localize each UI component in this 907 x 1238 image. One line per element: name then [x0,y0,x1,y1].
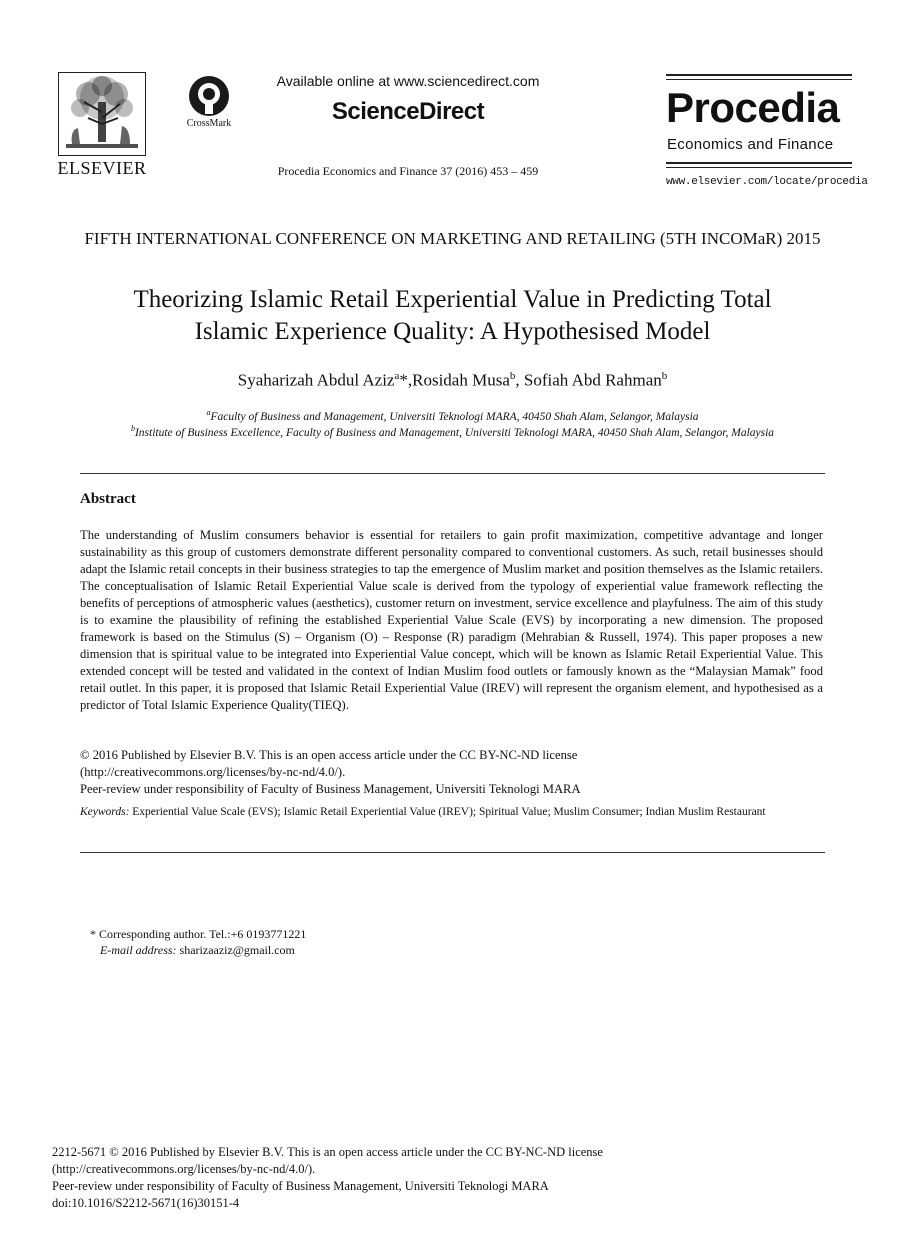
procedia-top-rule-thin [666,79,852,80]
author-name: Rosidah Musa [412,370,510,390]
affiliation-text: Institute of Business Excellence, Faculty of Business and Management, Universiti Teknologi MARA, 40450 Shah Alam, Selangor, Malaysia [134,426,775,439]
author-list: Syaharizah Abdul Aziz$^a$*,Rosidah Musa$^b$, Sofiah Abd Rahman$^b$ [237,370,668,390]
peer-review-line: Peer-review under responsibility of Faculty of Business Management, Universiti Teknologi MARA [80,782,581,796]
author-affiliation-mark: b [661,370,668,382]
corresponding-author-footnote [90,926,590,958]
paper-title [60,284,845,348]
section-divider-bottom [80,852,825,853]
elsevier-tree-icon [58,72,146,156]
author-name: Sofiah Abd Rahman [523,370,662,390]
affiliation-a [60,408,845,423]
procedia-bottom-rule-thin [666,167,852,168]
abstract-body: The understanding of Muslim consumers behavior is essential for retailers to gain profit maximization, competitive advantage and longer sustainability as this group of customers demonstrate different personality compared to conventional customers. As such, retail businesses should adapt the Islamic retail concepts in their business strategies to tap the emergence of Muslim market and position themselves as the Islamic retailers. The conceptualisation of Islamic Retail Experiential Value scale is derived from the typology of experiential value framework reflecting the benefits of perceptions of atmospheric values (aesthetics), customer return on investment, service excellence and playfulness. The aim of this study is to examine the plausibility of refining the established Experiential Value Scale (EVS) by incorporating a new dimension. The proposed framework is based on the Stimulus (S) – Organism (O) – Response (R) paradigm (Mehrabian & Russell, 1974). This paper proposes a new dimension that is spiritual value to be integrated into Experiential Value concept, which will be known as Islamic Retail Experiential Value. This extended concept will be tested and validated in the context of Indian Muslim food outlets or famously known as the “Malaysian Mamak” food retail outlet. In this paper, it is proposed that Islamic Retail Experiential Value (IREV) will represent the organism element, and hypothesised as a predictor of Total Islamic Experience Quality(TIEQ). [80,528,823,712]
available-online-text[interactable]: Available online at www.sciencedirect.com [276,73,540,89]
footer-peer-review-line: Peer-review under responsibility of Faculty of Business Management, Universiti Teknologi MARA [52,1179,549,1193]
affiliation-mark: b [130,424,135,433]
procedia-title: Procedia [666,84,840,131]
sciencedirect-wordmark: ScienceDirect [331,98,485,125]
license-link[interactable]: (http://creativecommons.org/licenses/by-nc-nd/4.0/). [80,765,346,779]
footer-license-line: 2212-5671 © 2016 Published by Elsevier B.V. This is an open access article under the CC BY-NC-ND license [52,1145,603,1159]
procedia-subtitle: Economics and Finance [667,136,834,153]
author-affiliation-mark: b [509,370,516,382]
elsevier-logo [52,72,152,182]
license-line: © 2016 Published by Elsevier B.V. This is an open access article under the CC BY-NC-ND license [80,748,578,762]
email-label: E-mail address: [100,943,177,957]
procedia-url-link[interactable]: www.elsevier.com/locate/procedia [666,176,868,188]
crossmark-label: CrossMark [186,118,232,129]
author-name: Syaharizah Abdul Aziz [237,370,395,390]
affiliation-text: Faculty of Business and Management, Universiti Teknologi MARA, 40450 Shah Alam, Selangor, Malaysia [210,410,699,423]
procedia-top-rule [666,74,852,76]
keywords-block [80,804,823,820]
license-block [80,747,825,798]
email-line [90,942,590,958]
keywords-label: Keywords: [80,806,130,818]
keywords-text: Experiential Value Scale (EVS); Islamic Retail Experiential Value (IREV); Spiritual Value; Muslim Consumer; Indian Muslim Restaurant [129,806,766,818]
abstract-heading: Abstract [80,491,136,507]
conference-name: FIFTH INTERNATIONAL CONFERENCE ON MARKETING AND RETAILING (5TH INCOMaR) 2015 [84,229,821,248]
corresponding-mark: * [399,370,408,390]
paper-title-line-2: Islamic Experience Quality: A Hypothesised Model [194,318,711,345]
affiliation-b [60,424,845,439]
page-footer [52,1144,752,1212]
author-affiliation-mark: a [394,370,400,382]
email-address[interactable]: sharizaaziz@gmail.com [176,943,295,957]
journal-reference: Procedia Economics and Finance 37 (2016) 453 – 459 [277,164,539,178]
corresponding-author-line: * Corresponding author. Tel.:+6 0193771221 [90,927,307,941]
paper-title-line-1: Theorizing Islamic Retail Experiential Value in Predicting Total [133,286,772,313]
crossmark-icon [187,74,231,118]
section-divider-top [80,473,825,474]
procedia-bottom-rule [666,162,852,164]
affiliation-mark: a [206,408,211,417]
footer-doi[interactable]: doi:10.1016/S2212-5671(16)30151-4 [52,1196,240,1210]
footer-license-link[interactable]: (http://creativecommons.org/licenses/by-nc-nd/4.0/). [52,1162,316,1176]
elsevier-wordmark: ELSEVIER [57,158,147,178]
procedia-journal-logo [666,74,868,192]
